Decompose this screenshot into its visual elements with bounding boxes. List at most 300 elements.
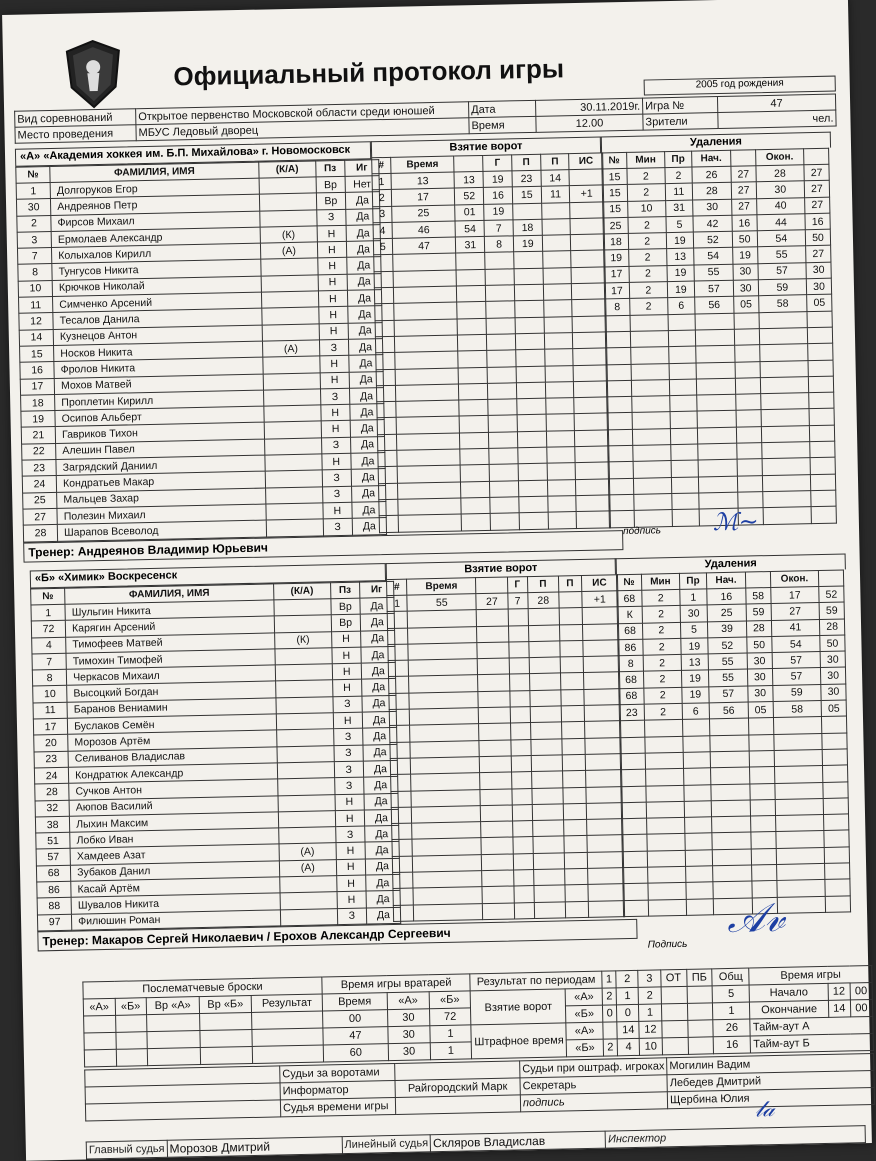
goal-cell: [487, 350, 516, 367]
penalty-cell: 28: [692, 183, 731, 200]
penalty-cell: [633, 461, 671, 478]
penalty-cell: 2: [629, 282, 667, 299]
goal-cell: [547, 496, 576, 513]
goal-cell: [532, 820, 563, 837]
goal-cell: [544, 333, 573, 350]
gk-col-b: «Б»: [429, 991, 471, 1009]
penalty-cell: [763, 507, 812, 524]
goal-cell: [561, 722, 584, 739]
penalty-cell: [608, 445, 633, 462]
penalty-cell: [632, 428, 670, 445]
goal-cell: [481, 837, 512, 854]
goal-cell: [394, 319, 458, 337]
goal-cell: [411, 789, 480, 807]
player-cell: Да: [352, 501, 387, 518]
goal-cell: 11: [541, 186, 570, 203]
player-cell: [261, 258, 318, 275]
goal-cell: [508, 641, 529, 658]
secretary-signature: 𝓁𝒶: [754, 1097, 775, 1123]
goal-cell: [588, 884, 625, 901]
goal-cell: [460, 448, 489, 465]
player-cell: Да: [345, 192, 380, 209]
player-cell: Тимохин Тимофей: [66, 649, 275, 670]
goal-cell: [459, 400, 488, 417]
player-cell: 4: [32, 637, 66, 654]
player-cell: Да: [364, 809, 399, 826]
goal-cell: [585, 770, 622, 787]
penalty-cell: [736, 410, 761, 427]
player-cell: [275, 648, 332, 665]
penalty-cell: [668, 346, 696, 363]
goal-cell: [559, 591, 582, 608]
penalty-cell: [823, 782, 848, 799]
goal-cell: [532, 787, 563, 804]
goal-cell: [393, 302, 457, 320]
goal-cell: [481, 821, 512, 838]
page-title: Официальный протокол игры: [173, 53, 565, 92]
penalty-cell: [711, 784, 750, 801]
penalty-cell: [622, 818, 647, 835]
goal-cell: [542, 219, 571, 236]
penalty-cell: 50: [805, 229, 830, 246]
penalty-cell: [825, 879, 850, 896]
penalty-header: Окон.: [770, 571, 819, 588]
goal-cell: [374, 255, 393, 272]
player-cell: Н: [318, 290, 347, 307]
goal-cell: 17: [391, 188, 455, 206]
team-a-coach: Тренер: Андреянов Владимир Юрьевич: [23, 530, 623, 563]
goal-cell: [377, 418, 396, 435]
col-pos: Пз: [330, 582, 359, 599]
penalty-cell: [776, 863, 825, 880]
player-cell: 24: [22, 476, 56, 493]
goals-a-total: 5: [712, 985, 749, 1003]
penalty-cell: [646, 785, 684, 802]
goal-cell: [378, 483, 397, 500]
penalty-cell: [762, 474, 811, 491]
penalty-header: Мин: [626, 152, 664, 169]
goal-cell: [388, 660, 409, 677]
player-cell: Вр: [331, 614, 360, 631]
goal-cell: [517, 415, 546, 432]
penalty-cell: [761, 409, 810, 426]
player-cell: [266, 519, 323, 536]
goal-cell: [542, 251, 571, 268]
penalty-cell: [760, 377, 809, 394]
player-cell: 14: [19, 329, 53, 346]
penalty-cell: [647, 850, 685, 867]
goal-cell: [572, 299, 606, 316]
player-cell: З: [316, 209, 345, 226]
goal-cell: [408, 659, 477, 677]
goals-b-total: 1: [713, 1002, 750, 1020]
goal-cell: 7: [484, 220, 513, 237]
penalty-cell: 19: [667, 281, 695, 298]
penalty-header: Пр: [664, 151, 692, 168]
penalty-header: [730, 150, 755, 167]
goal-cell: [587, 851, 624, 868]
penalty-header: №: [616, 574, 641, 591]
penalty-cell: [709, 718, 748, 735]
goal-cell: [412, 838, 481, 856]
goal-cell: [582, 623, 619, 640]
goal-cell: [379, 516, 398, 533]
goal-cell: [479, 707, 510, 724]
player-cell: Н: [321, 404, 350, 421]
player-cell: 17: [33, 718, 67, 735]
goal-cell: [390, 742, 411, 759]
penalty-cell: 30: [680, 605, 708, 622]
player-cell: (К): [260, 226, 317, 243]
penalty-header: Пр: [679, 573, 707, 590]
gk-col-time: Время: [322, 993, 387, 1011]
penalty-cell: [824, 847, 849, 864]
goal-cell: [488, 415, 517, 432]
col-number: №: [16, 167, 50, 184]
team-b-penalties: [616, 569, 851, 917]
player-cell: [260, 210, 317, 227]
team-a-penalties: [601, 148, 837, 528]
penalty-cell: [646, 818, 684, 835]
goal-cell: [543, 284, 572, 301]
goal-cell: [513, 886, 534, 903]
penalty-cell: 27: [771, 603, 820, 620]
penalty-cell: [623, 883, 648, 900]
goal-cell: [576, 495, 610, 512]
goal-cell: [528, 625, 559, 642]
penalty-cell: [710, 751, 749, 768]
penalty-cell: 2: [644, 703, 682, 720]
penalty-cell: [750, 783, 775, 800]
penalty-cell: [671, 477, 699, 494]
goal-cell: [531, 771, 562, 788]
penalty-cell: 28: [820, 619, 845, 636]
penalty-cell: [809, 409, 834, 426]
player-cell: 30: [16, 199, 50, 216]
penalty-cell: [736, 426, 761, 443]
player-cell: Да: [352, 518, 387, 535]
penalty-cell: [685, 866, 713, 883]
penalty-cell: [647, 834, 685, 851]
goal-cell: [546, 447, 575, 464]
player-cell: [263, 356, 320, 373]
penalty-cell: 86: [618, 639, 643, 656]
penalty-cell: К: [617, 607, 642, 624]
goal-cell: [513, 870, 534, 887]
goal-cell: [516, 366, 545, 383]
penalty-cell: [631, 379, 669, 396]
penalty-cell: 16: [805, 213, 830, 230]
player-cell: Селиванов Владислав: [68, 747, 277, 768]
player-cell: Крючков Николай: [52, 276, 261, 297]
penalty-cell: [695, 329, 734, 346]
team-a-goals: [371, 152, 611, 532]
goal-cell: 1: [372, 173, 391, 190]
goal-cell: [562, 738, 585, 755]
goal-cell: [409, 675, 478, 693]
player-cell: Проплетин Кирилл: [55, 390, 264, 411]
goal-cell: 1: [387, 595, 408, 612]
penalty-cell: 27: [804, 164, 829, 181]
player-cell: Да: [346, 241, 381, 258]
player-cell: 38: [35, 816, 69, 833]
goal-cell: [410, 740, 479, 758]
penalty-cell: [686, 898, 714, 915]
goal-cell: [413, 871, 482, 889]
player-cell: Осипов Альберт: [55, 406, 264, 427]
gk-r1-a: 30: [387, 1009, 429, 1027]
player-cell: Да: [347, 290, 382, 307]
goals-b-ot: [661, 1003, 687, 1021]
goal-cell: [561, 706, 584, 723]
pim-row-label: Штрафное время: [471, 1023, 567, 1059]
competition-value: Открытое первенство Московской области среди юношей: [136, 102, 469, 125]
player-cell: Н: [322, 453, 351, 470]
goal-cell: [513, 203, 542, 220]
goal-cell: 47: [392, 237, 456, 255]
penalty-cell: 30: [806, 278, 831, 295]
main-referee-label: Главный судья: [86, 1140, 167, 1159]
goal-cell: [583, 656, 620, 673]
penalty-cell: 05: [807, 295, 832, 312]
player-cell: [262, 324, 319, 341]
col-ka: (К/А): [259, 161, 316, 178]
penalty-cell: [822, 733, 847, 750]
player-cell: З: [321, 437, 350, 454]
game-time-title: Время игры: [749, 965, 872, 985]
player-cell: 10: [18, 280, 52, 297]
penalty-cell: 42: [693, 215, 732, 232]
penalty-cell: [774, 766, 823, 783]
penalty-cell: [686, 882, 714, 899]
protocol-sheet: [2, 0, 872, 1161]
penalty-header: №: [602, 152, 627, 169]
goal-cell: [515, 301, 544, 318]
goal-cell: [480, 756, 511, 773]
player-cell: [266, 503, 323, 520]
player-cell: 18: [21, 394, 55, 411]
player-cell: [265, 470, 322, 487]
penalty-cell: 55: [708, 653, 747, 670]
penalty-cell: [751, 832, 776, 849]
player-cell: Н: [318, 274, 347, 291]
penalty-cell: [824, 814, 849, 831]
penalty-cell: 59: [758, 279, 807, 296]
goal-cell: [477, 626, 508, 643]
main-referee-value: Морозов Дмитрий: [167, 1137, 342, 1158]
team-b-goals-title: Взятие ворот: [386, 558, 616, 579]
penalty-cell: 58: [773, 701, 822, 718]
player-cell: [280, 876, 337, 893]
penalty-cell: [748, 718, 773, 735]
player-cell: З: [335, 826, 364, 843]
player-cell: [265, 487, 322, 504]
gk-r1-min: 00: [322, 1010, 387, 1028]
goal-cell: [376, 353, 395, 370]
player-cell: Носков Никита: [54, 341, 263, 362]
end-label: Окончание: [750, 1000, 828, 1019]
goal-cell: [573, 348, 607, 365]
penalty-cell: 2: [642, 589, 680, 606]
goal-cell: [457, 302, 486, 319]
penalty-cell: [809, 425, 834, 442]
player-cell: (К): [274, 631, 331, 648]
goal-header: П: [527, 576, 558, 593]
penalty-cell: [606, 380, 631, 397]
pim-b-pb: [688, 1037, 714, 1055]
penalty-cell: [775, 815, 824, 832]
player-cell: 16: [20, 362, 54, 379]
penalty-cell: 55: [757, 246, 806, 263]
penalty-cell: [750, 799, 775, 816]
penalty-cell: [631, 347, 669, 364]
goal-cell: [462, 514, 491, 531]
penalty-cell: 27: [806, 246, 831, 263]
penalty-cell: 2: [629, 265, 667, 282]
penalty-cell: 2: [644, 687, 682, 704]
goal-cell: [531, 739, 562, 756]
player-cell: 8: [18, 264, 52, 281]
player-cell: 20: [34, 735, 68, 752]
penalty-cell: 68: [617, 623, 642, 640]
goal-cell: [374, 271, 393, 288]
shootout-title: Послематчевые броски: [83, 977, 322, 999]
player-cell: [280, 908, 337, 925]
player-cell: Н: [333, 712, 362, 729]
player-cell: З: [334, 745, 363, 762]
time-judge-label: Судья времени игры: [280, 1097, 395, 1116]
goal-cell: [457, 285, 486, 302]
penalty-cell: [621, 802, 646, 819]
goal-cell: [584, 705, 621, 722]
goal-cell: [510, 707, 531, 724]
penalty-cell: [670, 411, 698, 428]
player-cell: 57: [36, 849, 70, 866]
penalty-cell: [807, 327, 832, 344]
goal-cell: [571, 234, 605, 251]
penalty-cell: 54: [694, 248, 733, 265]
team-a-signature-label: подпись: [622, 525, 662, 538]
goal-cell: [490, 497, 519, 514]
goal-cell: [570, 202, 604, 219]
pim-a-pb: [687, 1020, 713, 1038]
team-b-coach: Тренер: Макаров Сергей Николаевич / Ерохов Александр Сергеевич: [37, 919, 637, 952]
penalty-cell: [735, 361, 760, 378]
goals-b-p2: 0: [617, 1004, 639, 1021]
penalty-cell: 15: [602, 168, 627, 185]
player-cell: Н: [337, 891, 366, 908]
player-cell: Шульгин Никита: [65, 600, 274, 621]
goal-cell: [389, 693, 410, 710]
goal-cell: [389, 709, 410, 726]
goal-cell: [378, 467, 397, 484]
goal-cell: [489, 448, 518, 465]
penalty-cell: [749, 767, 774, 784]
player-cell: Нет: [345, 176, 380, 193]
goal-cell: [573, 332, 607, 349]
goal-cell: 31: [456, 237, 485, 254]
goal-cell: +1: [570, 185, 604, 202]
player-cell: [279, 827, 336, 844]
penalty-cell: 19: [666, 232, 694, 249]
pim-a-ot: [661, 1020, 687, 1038]
penalty-cell: 55: [708, 670, 747, 687]
player-cell: Да: [363, 760, 398, 777]
goal-cell: [486, 301, 515, 318]
goal-cell: [546, 430, 575, 447]
player-cell: Зубаков Данил: [71, 861, 280, 882]
penalty-cell: 30: [748, 685, 773, 702]
penalty-cell: [761, 425, 810, 442]
goal-cell: [529, 657, 560, 674]
period-total: Общ: [712, 968, 749, 986]
penalty-cell: [776, 847, 825, 864]
penalty-cell: [684, 784, 712, 801]
penalty-cell: [760, 360, 809, 377]
goal-cell: [409, 691, 478, 709]
player-cell: Высоцкий Богдан: [67, 681, 276, 702]
penalty-cell: 52: [693, 231, 732, 248]
goal-cell: [530, 722, 561, 739]
goal-cell: [479, 740, 510, 757]
goal-cell: [515, 333, 544, 350]
player-cell: 15: [20, 345, 54, 362]
player-cell: [274, 599, 331, 616]
penalty-cell: [751, 865, 776, 882]
goal-cell: [490, 480, 519, 497]
penalty-cell: [810, 441, 835, 458]
player-cell: Касай Артём: [71, 877, 280, 898]
penalty-cell: 59: [772, 684, 821, 701]
player-cell: [280, 892, 337, 909]
penalty-cell: [623, 900, 648, 917]
penalty-cell: 41: [771, 619, 820, 636]
goals-b-p3: 1: [639, 1004, 661, 1021]
goal-cell: [518, 480, 547, 497]
player-cell: [264, 405, 321, 422]
goal-cell: 14: [541, 170, 570, 187]
goal-cell: 15: [512, 187, 541, 204]
penalty-cell: [644, 720, 682, 737]
goal-cell: [563, 787, 586, 804]
penalty-cell: 19: [667, 265, 695, 282]
player-cell: Да: [365, 874, 400, 891]
goal-cell: [414, 903, 483, 921]
goal-cell: [559, 624, 582, 641]
goal-cell: [393, 286, 457, 304]
penalty-cell: [810, 474, 835, 491]
player-cell: Тесалов Данила: [53, 308, 262, 329]
player-cell: (А): [262, 340, 319, 357]
goal-cell: [393, 888, 414, 905]
player-cell: Вр: [331, 598, 360, 615]
player-cell: [261, 291, 318, 308]
gk-col-a: «А»: [387, 992, 429, 1010]
goal-cell: [395, 384, 459, 402]
player-cell: 12: [19, 313, 53, 330]
goal-cell: [560, 673, 583, 690]
goal-cell: [514, 902, 535, 919]
goal-cell: [374, 287, 393, 304]
goal-cell: [392, 856, 413, 873]
goal-cell: +1: [581, 591, 618, 608]
goal-cell: 13: [391, 172, 455, 190]
goal-cell: 5: [373, 239, 392, 256]
goal-cell: [489, 464, 518, 481]
penalty-cell: [630, 314, 668, 331]
goal-cell: [483, 903, 514, 920]
goal-cell: [376, 385, 395, 402]
